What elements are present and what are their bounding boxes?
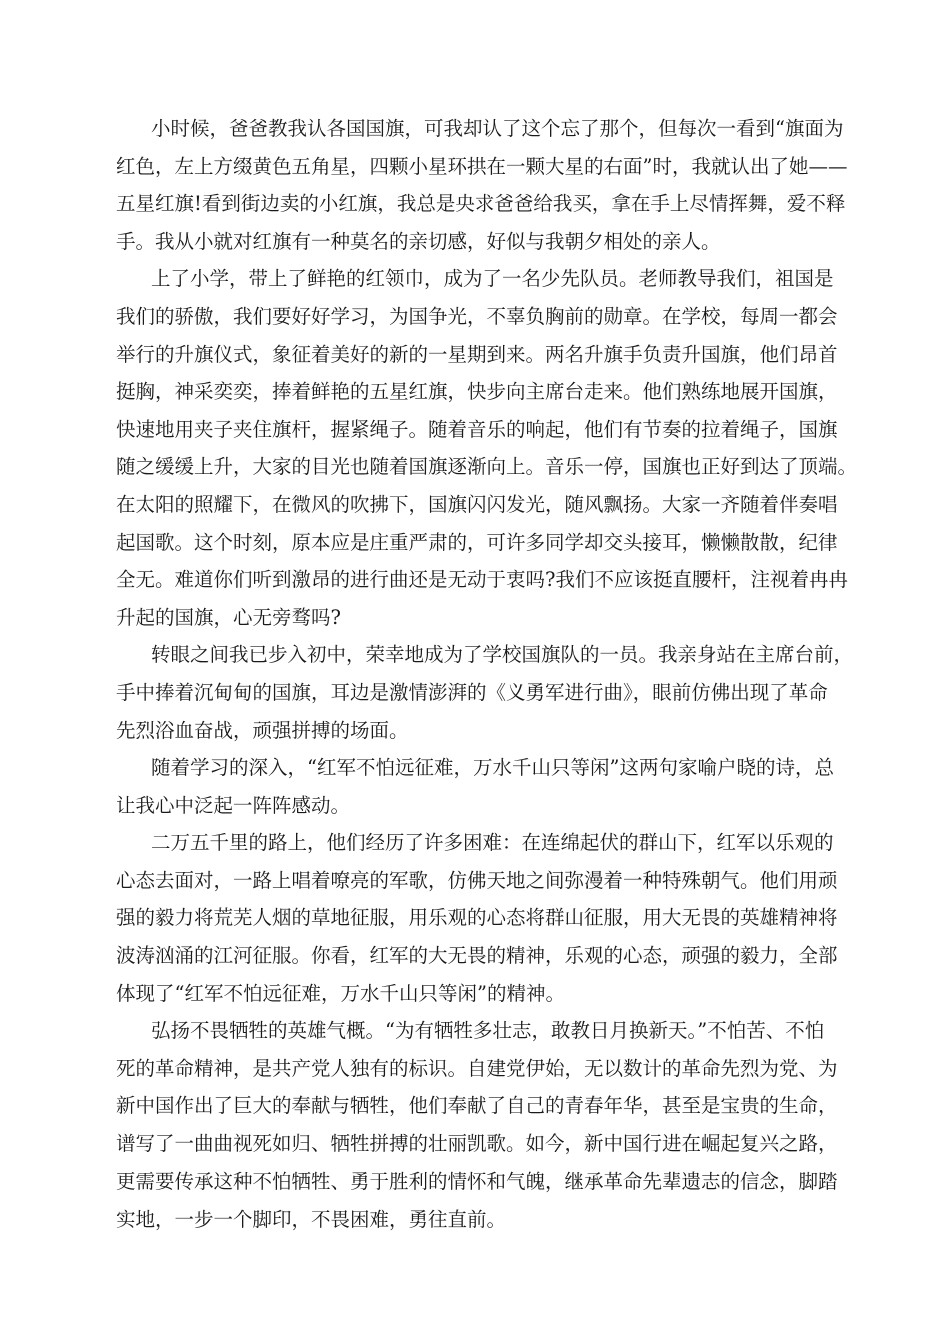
paragraph-2-line-6: 随之缓缓上升，大家的目光也随着国旗逐渐向上。音乐一停，国旗也正好到达了顶端。 <box>116 455 858 479</box>
paragraph-2-line-5: 快速地用夹子夹住旗杆，握紧绳子。随着音乐的响起，他们有节奏的拉着绳子，国旗 <box>116 417 838 441</box>
paragraph-5-line-2: 心态去面对，一路上唱着嘹亮的军歌，仿佛天地之间弥漫着一种特殊朝气。他们用顽 <box>116 868 838 892</box>
paragraph-6-line-5: 更需要传承这种不怕牺牲、勇于胜利的情怀和气魄，继承革命先辈遗志的信念，脚踏 <box>116 1169 838 1193</box>
paragraph-2-line-10: 升起的国旗，心无旁骛吗? <box>116 605 341 629</box>
paragraph-3-line-3: 先烈浴血奋战，顽强拼搏的场面。 <box>116 718 409 742</box>
paragraph-5-line-5: 体现了“红军不怕远征难，万水千山只等闲”的精神。 <box>116 981 565 1005</box>
paragraph-5-line-4: 波涛汹涌的江河征服。你看，红军的大无畏的精神，乐观的心态，顽强的毅力，全部 <box>116 944 838 968</box>
paragraph-4-line-1: 随着学习的深入，“红军不怕远征难，万水千山只等闲”这两句家喻户晓的诗，总 <box>151 756 834 780</box>
paragraph-6-line-2: 死的革命精神，是共产党人独有的标识。自建党伊始，无以数计的革命先烈为党、为 <box>116 1056 838 1080</box>
paragraph-1-line-1: 小时候，爸爸教我认各国国旗，可我却认了这个忘了那个，但每次一看到“旗面为 <box>151 117 844 140</box>
paragraph-1-line-2: 红色，左上方缀黄色五角星，四颗小星环拱在一颗大星的右面”时，我就认出了她—— <box>116 154 848 178</box>
paragraph-6-line-4: 谱写了一曲曲视死如归、牺牲拼搏的壮丽凯歌。如今，新中国行进在崛起复兴之路， <box>116 1132 838 1156</box>
paragraph-2-line-7: 在太阳的照耀下，在微风的吹拂下，国旗闪闪发光，随风飘扬。大家一齐随着伴奏唱 <box>116 492 838 516</box>
paragraph-5-line-1: 二万五千里的路上，他们经历了许多困难：在连绵起伏的群山下，红军以乐观的 <box>151 831 834 855</box>
paragraph-5-line-3: 强的毅力将荒芜人烟的草地征服，用乐观的心态将群山征服，用大无畏的英雄精神将 <box>116 906 838 930</box>
paragraph-2-line-4: 挺胸，神采奕奕，捧着鲜艳的五星红旗，快步向主席台走来。他们熟练地展开国旗， <box>116 380 838 404</box>
paragraph-3-line-1: 转眼之间我已步入初中，荣幸地成为了学校国旗队的一员。我亲身站在主席台前， <box>151 643 854 667</box>
paragraph-6-line-3: 新中国作出了巨大的奉献与牺牲，他们奉献了自己的青春年华，甚至是宝贵的生命， <box>116 1094 838 1118</box>
paragraph-1-line-3: 五星红旗!看到街边卖的小红旗，我总是央求爸爸给我买，拿在手上尽情挥舞，爱不释 <box>116 192 846 216</box>
paragraph-2-line-8: 起国歌。这个时刻，原本应是庄重严肃的，可许多同学却交头接耳，懒懒散散，纪律 <box>116 530 838 554</box>
paragraph-4-line-2: 让我心中泛起一阵阵感动。 <box>116 793 351 817</box>
paragraph-2-line-9: 全无。难道你们听到激昂的进行曲还是无动于衷吗?我们不应该挺直腰杆，注视着冉冉 <box>116 568 848 592</box>
paragraph-2-line-1: 上了小学，带上了鲜艳的红领巾，成为了一名少先队员。老师教导我们，祖国是 <box>151 267 834 291</box>
essay-body <box>116 110 856 1240</box>
paragraph-6-line-1: 弘扬不畏牺牲的英雄气概。“为有牺牲多壮志，敢教日月换新天。”不怕苦、不怕 <box>151 1019 825 1043</box>
paragraph-2-line-2: 我们的骄傲，我们要好好学习，为国争光，不辜负胸前的勋章。在学校，每周一都会 <box>116 304 838 328</box>
paragraph-2-line-3: 举行的升旗仪式，象征着美好的新的一星期到来。两名升旗手负责升国旗，他们昂首 <box>116 342 838 366</box>
paragraph-3-line-2: 手中捧着沉甸甸的国旗，耳边是激情澎湃的《义勇军进行曲》，眼前仿佛出现了革命 <box>116 680 828 704</box>
paragraph-6-line-6: 实地，一步一个脚印，不畏困难，勇往直前。 <box>116 1208 507 1232</box>
paragraph-1-line-4: 手。我从小就对红旗有一种莫名的亲切感，好似与我朝夕相处的亲人。 <box>116 229 721 253</box>
